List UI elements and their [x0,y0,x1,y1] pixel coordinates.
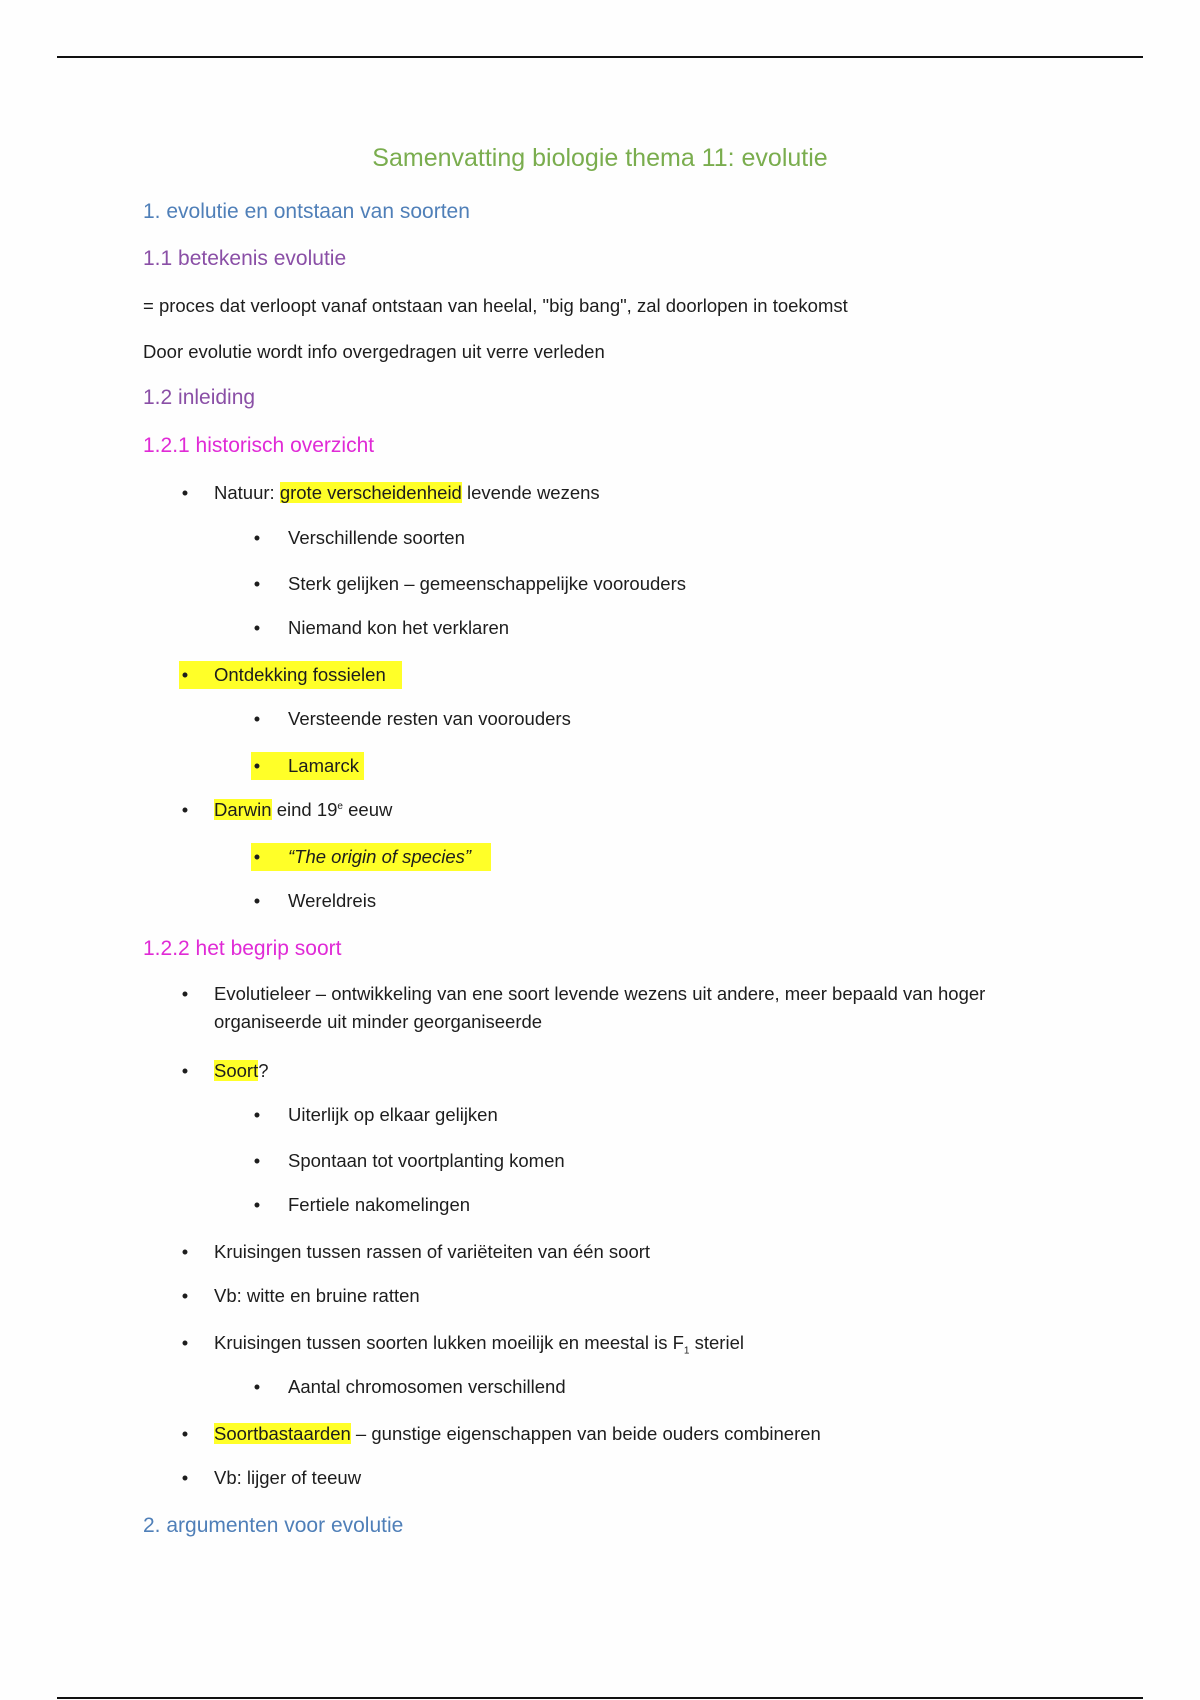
list-item-text: Verschillende soorten [288,527,465,548]
definition-paragraph: = proces dat verloopt vanaf ontstaan van heelal, "big bang", zal doorlopen in toekomst [143,295,848,316]
list-item-text: Vb: lijger of teeuw [214,1467,362,1488]
list-item [251,617,510,639]
bullet-icon: • [253,1150,261,1171]
list-item-text: levende wezens [461,482,600,503]
bullet-icon: • [181,1467,189,1488]
bullet-icon: • [181,983,189,1004]
list-item-text: Sterk gelijken – gemeenschappelijke voorouders [288,573,686,594]
top-rule [57,56,1143,58]
bullet-icon: • [253,1194,261,1215]
list-item-text: steriel [689,1332,744,1353]
document-title: Samenvatting biologie thema 11: evolutie [372,144,828,172]
list-item [251,1104,498,1126]
list-item-text: Vb: witte en bruine ratten [214,1285,420,1306]
highlighted-text: Darwin [214,799,272,820]
bullet-icon: • [253,1376,261,1397]
list-item-text: Kruisingen tussen rassen of variëteiten van één soort [214,1241,651,1262]
list-item [251,890,377,912]
bullet-icon: • [253,1104,261,1125]
bullet-icon: • [181,1285,189,1306]
list-item-text: Aantal chromosomen verschillend [288,1376,566,1397]
list-item [251,1194,471,1216]
list-item-text: Wereldreis [288,890,377,911]
list-item [251,573,686,595]
bullet-icon: • [181,664,189,685]
list-item-text: Versteende resten van voorouders [288,708,571,729]
bullet-icon: • [181,799,189,820]
heading-1: 1. evolutie en ontstaan van soorten [143,200,470,223]
list-item-text: Kruisingen tussen soorten lukken moeilijk en meestal is F [214,1332,684,1353]
bullet-icon: • [181,1332,189,1353]
list-item [251,527,465,549]
list-item-text: Uiterlijk op elkaar gelijken [288,1104,498,1125]
list-item-text: eind 19 [271,799,338,820]
bullet-icon: • [253,846,261,867]
heading-1-1: 1.1 betekenis evolutie [143,247,347,270]
heading-1-2: 1.2 inleiding [143,386,256,409]
list-item-text: eeuw [342,799,393,820]
bullet-icon: • [253,527,261,548]
book-title: “The origin of species” [288,846,472,867]
bullet-icon: • [253,708,261,729]
list-item-text: Natuur: [214,482,280,503]
list-item-text: Niemand kon het verklaren [288,617,510,638]
superscript: e [337,800,343,812]
bullet-icon: • [181,1060,189,1081]
bottom-rule [57,1697,1143,1699]
subscript: 1 [683,1345,690,1357]
bullet-icon: • [253,617,261,638]
highlighted-text: Soortbastaarden [214,1423,351,1444]
heading-1-2-2: 1.2.2 het begrip soort [143,937,342,960]
bullet-icon: • [253,890,261,911]
list-item-text: Evolutieleer – ontwikkeling van ene soort levende wezens uit andere, meer bepaald van hoger organiseerde uit minder georganiseerde [214,983,986,1032]
list-item-text: Lamarck [288,755,359,776]
bullet-icon: • [181,482,189,503]
bullet-icon: • [181,1241,189,1262]
highlighted-text: grote verscheidenheid [279,482,462,503]
list-item [251,1376,566,1398]
heading-1-2-1: 1.2.1 historisch overzicht [143,434,375,457]
highlighted-text: Soort [214,1060,259,1081]
bullet-icon: • [253,755,261,776]
list-item-text: ? [258,1060,269,1081]
list-item-text: Spontaan tot voortplanting komen [288,1150,565,1171]
list-item-text: Ontdekking fossielen [214,664,386,685]
list-item [251,708,571,730]
bullet-icon: • [181,1423,189,1444]
heading-2: 2. argumenten voor evolutie [143,1514,404,1537]
list-item-text: – gunstige eigenschappen van beide ouders combineren [350,1423,821,1444]
bullet-icon: • [253,573,261,594]
list-item-text: Fertiele nakomelingen [288,1194,471,1215]
info-paragraph: Door evolutie wordt info overgedragen uit verre verleden [143,341,605,362]
list-item [251,1150,565,1172]
